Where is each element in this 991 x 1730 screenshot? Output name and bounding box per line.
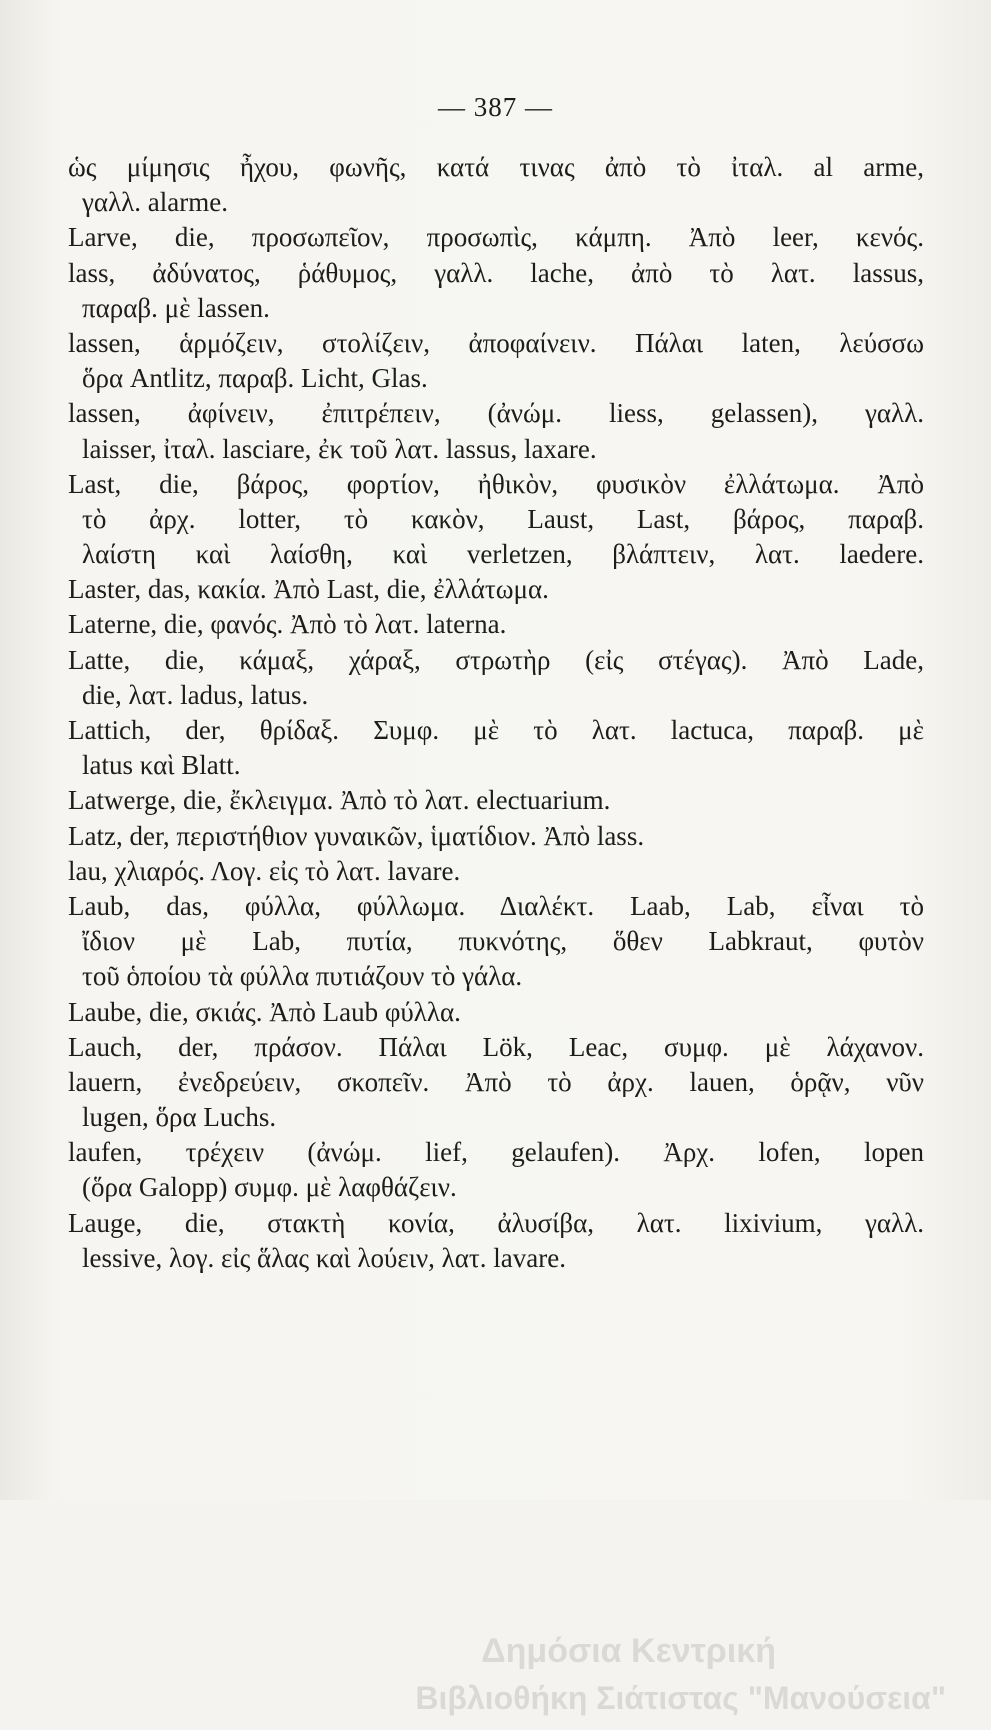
text-line: die, λατ. ladus, latus. [82, 679, 309, 710]
text-line: (ὅρα Galopp) συμφ. μὲ λαφθάζειν. [82, 1172, 457, 1203]
text-line: τοῦ ὁποίου τὰ φύλλα πυτιάζουν τὸ γάλα. [82, 961, 523, 992]
text-line: Latwerge, die, ἔκλειγμα. Ἀπὸ τὸ λατ. electuarium. [68, 785, 611, 816]
text-line: Latz, der, περιστήθιον γυναικῶν, ἱματίδιον. Ἀπὸ lass. [68, 820, 645, 851]
page-number: — 387 — [438, 92, 553, 122]
text-line: Lauch, der, πράσον. Πάλαι Lök, Leac, συμφ. μὲ λάχανον. [68, 1031, 924, 1062]
text-line: Laster, das, κακία. Ἀπὸ Last, die, ἐλλάτωμα. [68, 574, 549, 605]
text-line: Last, die, βάρος, φορτίον, ἠθικὸν, φυσικὸν ἐλλάτωμα. Ἀπὸ [68, 468, 924, 499]
text-line: λαίστη καὶ λαίσθη, καὶ verletzen, βλάπτειν, λατ. laedere. [82, 539, 924, 570]
text-line: lessive, λογ. εἰς ἅλας καὶ λούειν, λατ. lavare. [82, 1242, 566, 1273]
text-line: laisser, ἰταλ. lasciare, ἐκ τοῦ λατ. lassus, laxare. [82, 433, 597, 464]
watermark-line-1: Δημόσια Κεντρική [481, 1632, 776, 1670]
text-line: lass, ἀδύνατος, ῥάθυμος, γαλλ. lache, ἀπὸ τὸ λατ. lassus, [68, 257, 924, 288]
text-line: latus καὶ Blatt. [82, 750, 241, 781]
library-watermark [0, 1620, 991, 1730]
text-line: Lattich, der, θρίδαξ. Συμφ. μὲ τὸ λατ. lactuca, παραβ. μὲ [68, 715, 924, 745]
text-line: ἴδιον μὲ Lab, πυτία, πυκνότης, ὅθεν Labkraut, φυτὸν [82, 926, 924, 957]
text-line: lassen, ἀφίνειν, ἐπιτρέπειν, (ἀνώμ. liess, gelassen), γαλλ. [68, 398, 924, 429]
text-line: Laube, die, σκιάς. Ἀπὸ Laub φύλλα. [68, 996, 461, 1027]
text-line: Larve, die, προσωπεῖον, προσωπὶς, κάμπη. Ἀπὸ leer, κενός. [68, 222, 924, 253]
text-line: Laterne, die, φανός. Ἀπὸ τὸ λατ. laterna. [68, 609, 507, 640]
text-line: lugen, ὅρα Luchs. [82, 1102, 277, 1133]
text-line: γαλλ. alarme. [82, 187, 228, 218]
text-line: παραβ. μὲ lassen. [82, 292, 270, 323]
text-line: lassen, ἁρμόζειν, στολίζειν, ἀποφαίνειν. Πάλαι laten, λεύσσω [68, 327, 924, 358]
text-line: Latte, die, κάμαξ, χάραξ, στρωτὴρ (εἰς στέγας). Ἀπὸ Lade, [68, 644, 924, 675]
text-line: lau, χλιαρός. Λογ. εἰς τὸ λατ. lavare. [68, 855, 461, 886]
text-line: ὅρα Antlitz, παραβ. Licht, Glas. [82, 363, 428, 394]
text-line: laufen, τρέχειν (ἀνώμ. lief, gelaufen). Ἀρχ. lofen, lopen [68, 1137, 924, 1168]
text-line: ὡς μίμησις ἦχου, φωνῆς, κατά τινας ἀπὸ τὸ ἰταλ. al arme, [68, 152, 924, 182]
text-line: lauern, ἐνεδρεύειν, σκοπεῖν. Ἀπὸ τὸ ἀρχ. lauen, ὁρᾷν, νῦν [68, 1066, 924, 1097]
text-line: Lauge, die, στακτὴ κονία, ἀλυσίβα, λατ. lixivium, γαλλ. [68, 1207, 924, 1238]
text-line: Laub, das, φύλλα, φύλλωμα. Διαλέκτ. Laab, Lab, εἶναι τὸ [68, 890, 924, 921]
dictionary-text [68, 150, 924, 1276]
watermark-line-2: Βιβλιοθήκη Σιάτιστας "Μανούσεια" [415, 1680, 946, 1716]
text-line: τὸ ἀρχ. lotter, τὸ κακὸν, Laust, Last, βάρος, παραβ. [82, 503, 924, 534]
